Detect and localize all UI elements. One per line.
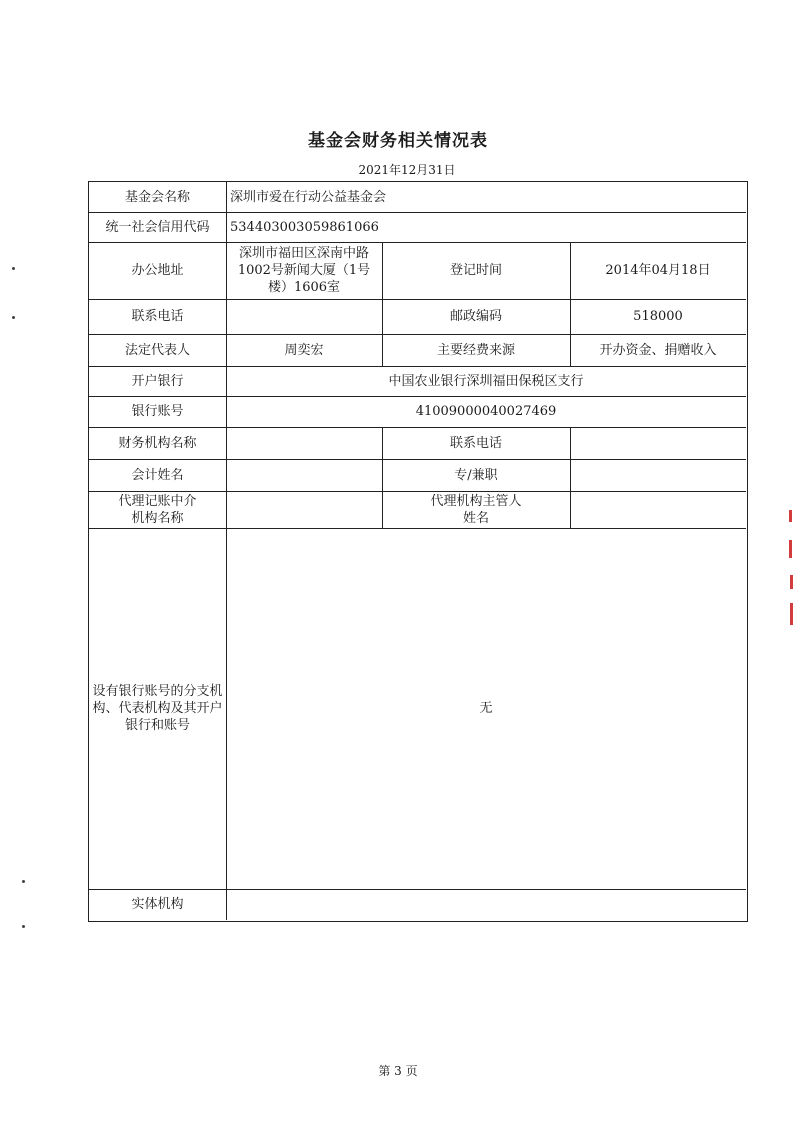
funding-source-label: 主要经费来源 [436,342,515,358]
agency-manager-value [570,491,746,528]
entity-label: 实体机构 [131,897,184,912]
seal-edge-mark [789,540,792,558]
bank-value: 中国农业银行深圳福田保税区支行 [388,373,584,389]
accountant-label: 会计姓名 [131,467,184,483]
credit-code-label: 统一社会信用代码 [105,219,210,235]
finance-info-table [88,181,748,922]
accountant-value [226,459,382,491]
branches-label: 设有银行账号的分支机构、代表机构及其开户银行和账号 [92,684,223,733]
scan-speck [22,925,25,928]
funding-source-value: 开办资金、捐赠收入 [599,342,717,358]
agency-manager-label: 代理机构主管人姓名 [430,493,522,526]
fulltime-label: 专/兼职 [454,467,498,483]
seal-edge-mark [790,575,793,589]
phone-label: 联系电话 [131,309,184,324]
registration-time-label: 登记时间 [449,263,502,278]
credit-code-value: 534403003059861066 [230,219,379,235]
agency-value [226,491,382,528]
account-label: 银行账号 [131,404,184,419]
document-title: 基金会财务相关情况表 [308,131,488,151]
foundation-name-value: 深圳市爱在行动公益基金会 [230,189,387,205]
agency-label: 代理记账中介机构名称 [118,493,197,526]
finance-phone-label: 联系电话 [449,435,502,451]
bank-label: 开户银行 [131,373,184,389]
address-value: 深圳市福田区深南中路1002号新闻大厦（1号楼）1606室 [237,246,371,295]
seal-edge-mark [789,510,792,522]
seal-edge-mark [790,603,793,625]
branches-value: 无 [479,701,493,716]
page-number: 第 3 页 [378,1064,418,1078]
address-label: 办公地址 [131,263,184,278]
scan-speck [12,316,15,319]
postal-code-value: 518000 [633,309,683,324]
account-value: 41009000040027469 [415,404,557,419]
scan-speck [12,267,15,270]
phone-value [226,299,382,334]
entity-value [226,889,746,920]
scan-speck [22,880,25,883]
legal-representative-value: 周奕宏 [284,342,324,358]
finance-org-value [226,427,382,459]
finance-phone-value [570,427,746,459]
postal-code-label: 邮政编码 [449,309,502,324]
document-date: 2021年12月31日 [358,163,456,177]
legal-representative-label: 法定代表人 [124,342,190,358]
foundation-name-label: 基金会名称 [124,189,190,205]
registration-time-value: 2014年04月18日 [605,263,711,278]
fulltime-value [570,459,746,491]
finance-org-label: 财务机构名称 [118,435,197,451]
